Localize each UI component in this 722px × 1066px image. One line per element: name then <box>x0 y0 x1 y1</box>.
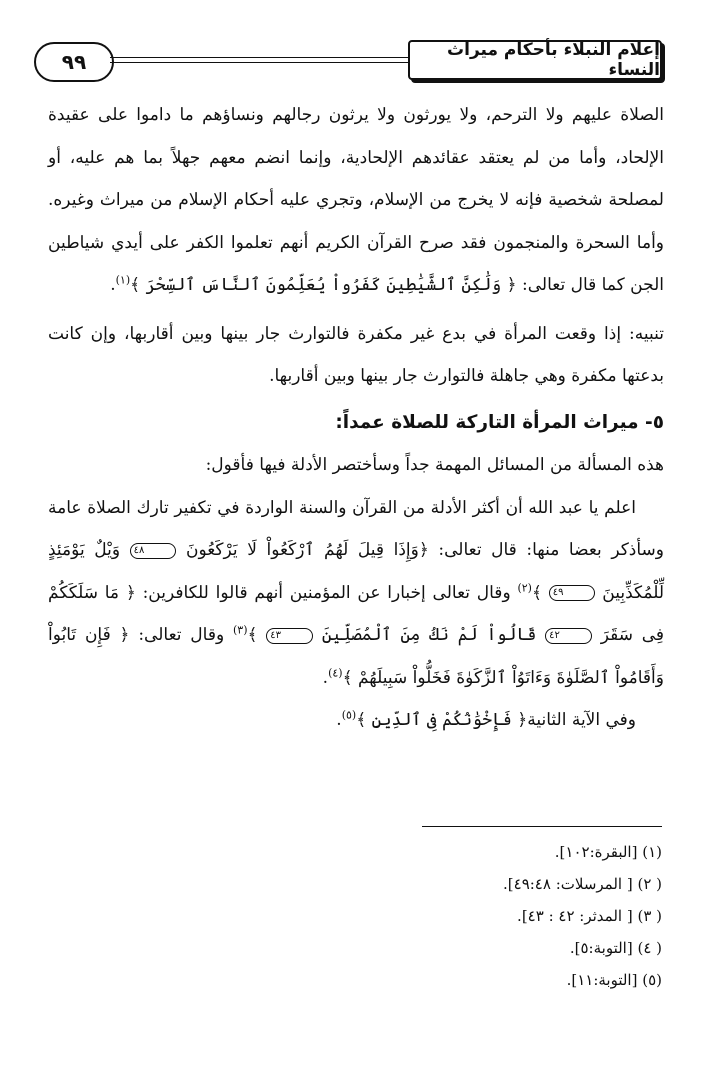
quran-verse: ﴿ فَإِن تَابُواْ وَأَقَامُواْ ٱلصَّلَوٰةَ وَءَاتَوُاْ ٱلزَّكَوٰةَ فَخَلُّواْ سَبِيلَهُمْ ﴾ <box>48 625 664 688</box>
footnote-ref-1: (١) <box>115 273 131 287</box>
quran-bracket: ﴾ <box>531 582 542 603</box>
paragraph-5-text: وفي الآية الثانية <box>527 710 636 730</box>
book-title: إعلام النبلاء بأحكام ميراث النساء <box>408 40 662 80</box>
quran-verse: ﴿وَإِذَا قِيلَ لَهُمُ ٱرْكَعُواْ لَا يَرْكَعُونَ <box>185 540 429 560</box>
header-rule <box>110 57 410 58</box>
quran-bracket: ﴾ <box>247 625 258 645</box>
footnote-ref-3: (٣) <box>232 623 248 637</box>
footnotes <box>380 836 662 996</box>
ayah-number-marker: ٤٣ <box>266 628 313 644</box>
footnote-item: ( ٢) [ المرسلات: ٤٩:٤٨]. <box>503 875 662 893</box>
footnote-ref-2: (٢) <box>517 580 532 594</box>
quran-verse: وَيْلٌ يَوْمَئِذٍ لِّلْمُكَذِّبِينَ <box>48 540 665 603</box>
footnote-item: (٥) [التوبة:١١]. <box>566 971 662 989</box>
paragraph-3: هذه المسألة من المسائل المهمة جداً وسأختصر الأدلة فيها فأقول: <box>205 455 664 475</box>
ayah-number-marker: ٤٩ <box>549 585 596 601</box>
ayah-number-marker: ٤٢ <box>545 628 592 644</box>
quran-verse: ﴿ فَإِخْوَٰنُكُمْ فِى ٱلدِّينِ ﴾ <box>356 710 528 730</box>
quran-verse: ﴿ مَا سَلَكَكُمْ فِى سَقَرَ <box>48 582 665 645</box>
footnote-item: (١) [البقرة:١٠٢]. <box>554 843 662 861</box>
page-number: ٩٩ <box>34 42 114 82</box>
paragraph-5 <box>48 699 664 742</box>
paragraph-1 <box>48 94 664 307</box>
footnote-item: ( ٤) [التوبة:٥]. <box>569 939 662 957</box>
punctuation: . <box>336 710 342 730</box>
ayah-number-marker: ٤٨ <box>130 543 177 559</box>
paragraph-1-text: الصلاة عليهم ولا الترحم، ولا يورثون ولا يرثون رجالهم ونساؤهم ما داموا على عقيدة الإلحاد، وأما من لم يعتقد عقائدهم الإلحادية، وإنما انضم معهم جهلاً بما هم عليه، أو لمصلحة شخصية فإنه لا يخرج من الإسلام، وتجري عليه أحكام الإسلام من ميراث وغيره. وأما السحرة والمنجمون فقد صرح القرآن الكريم أنهم تعلموا الكفر على أيدي شياطين الجن كما قال تعالى: <box>48 105 664 295</box>
section-heading: ٥- ميراث المرأة التاركة للصلاة عمداً: <box>335 411 664 433</box>
footnote-item: ( ٣) [ المدثر: ٤٢ : ٤٣]. <box>517 907 662 925</box>
footnote-ref-4: (٤) <box>328 665 343 679</box>
punctuation: . <box>322 667 329 688</box>
page-header <box>28 38 658 82</box>
paragraph-4-text: اعلم يا عبد الله أن أكثر الأدلة من القرآن والسنة الواردة في تكفير تارك الصلاة عامة وسأذكر بعضا منها: قال تعالى: <box>48 497 665 560</box>
paragraph-4-text: وقال تعالى إخبارا عن المؤمنين أنهم قالوا للكافرين: <box>142 582 511 603</box>
paragraph-4 <box>48 487 664 700</box>
body-text <box>48 94 664 742</box>
quran-verse: قَالُواْ لَمْ نَكُ مِنَ ٱلْمُصَلِّينَ <box>321 625 537 645</box>
paragraph-note: تنبيه: إذا وقعت المرأة في بدع غير مكفرة فالتوارث جار بينها وبين أقاربها، وإن كانت بدعتها مكفرة وهي جاهلة فالتوارث جار بينها وبين أقاربها. <box>48 323 664 386</box>
footnote-ref-5: (٥) <box>341 708 357 722</box>
paragraph-4-text: وقال تعالى: <box>138 625 225 645</box>
quran-verse: ﴿ وَلَٰكِنَّ ٱلشَّيَٰطِينَ كَفَرُواْ يُعَلِّمُونَ ٱلنَّاسَ ٱلسِّحْرَ ﴾ <box>130 275 517 295</box>
footnote-divider <box>422 826 662 827</box>
punctuation: . <box>110 275 116 295</box>
header-rule <box>110 62 410 63</box>
